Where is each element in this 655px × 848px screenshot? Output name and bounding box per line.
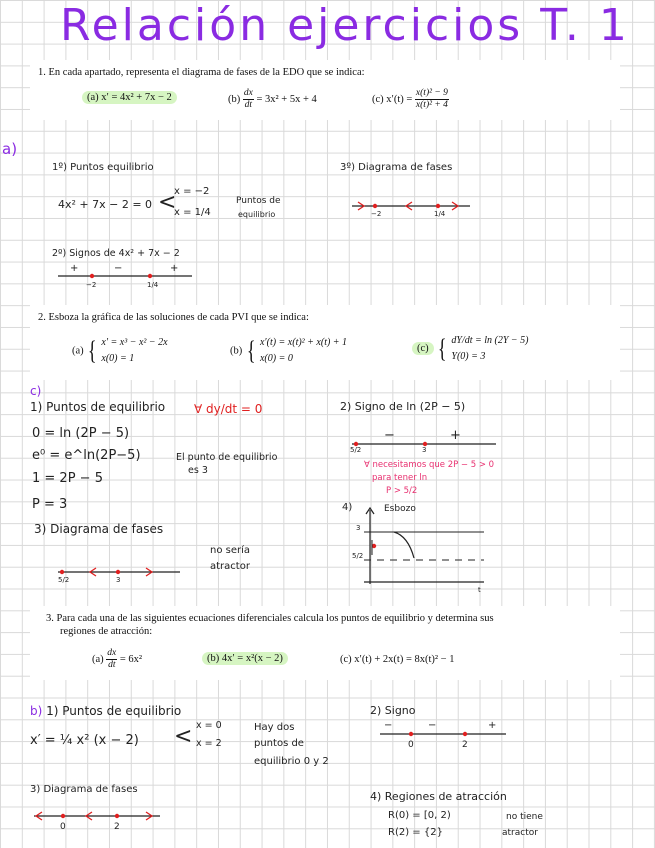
sol-a-root1: x = −2 [174, 186, 210, 197]
sol-c-line3: 1 = 2P − 5 [32, 471, 103, 486]
sol-a-tick-1: −2 [86, 281, 97, 289]
sol-a-sign-line [58, 274, 192, 278]
sol-c-tick-2: 3 [422, 446, 427, 454]
p1-option-a: (a) x′ = 4x² + 7x − 2 [82, 91, 177, 104]
sol-b-tick-1: 0 [408, 740, 414, 750]
sol-b-sign-3: + [488, 720, 497, 731]
sol-a-phase-pt-2: 1/4 [434, 210, 446, 218]
sol-a-note1: Puntos de [236, 196, 281, 206]
sol-c-sketch-label: Esbozo [384, 504, 416, 514]
sol-c-axis-52: 5/2 [352, 552, 364, 560]
sol-b-root1: x = 0 [196, 720, 222, 731]
p1-option-b: (b) $\frac{dx}{dt}$ = 3x² + 5x + 4 [228, 88, 317, 110]
sol-c-axis-t: t [478, 586, 481, 594]
sol-a-sign-3: + [170, 263, 179, 274]
sol-b-step3: 3) Diagrama de fases [30, 784, 138, 795]
sol-c-warning1: ∀ necesitamos que 2P − 5 > 0 [364, 460, 495, 470]
sol-b-branch: < [174, 724, 193, 749]
sol-b-note3: equilibrio 0 y 2 [254, 756, 329, 767]
sol-c-sign-1: − [384, 428, 395, 443]
sol-c-phase-pt-2: 3 [116, 576, 121, 584]
sol-c-phase-pt-1: 5/2 [58, 576, 70, 584]
sol-a-step2: 2º) Signos de 4x² + 7x − 2 [52, 248, 180, 259]
p2-option-c: (c) { dY/dt = ln (2Y − 5) Y(0) = 3 [412, 333, 529, 365]
problem-2-text: 2. Esboza la gráfica de las soluciones de cada PVI que se indica: [38, 312, 309, 323]
sol-a-phase-pt-1: −2 [371, 210, 382, 218]
sol-b-note-attr: atractor [502, 828, 538, 838]
sol-c-nota1: no sería [210, 545, 251, 556]
sol-c-line4: P = 3 [32, 497, 68, 512]
p2-option-a: (a) { x′ = x³ − x² − 2x x(0) = 1 [72, 336, 168, 365]
sol-c-sign-2: + [450, 428, 461, 443]
p1-option-c: (c) x′(t) = $\frac{\text{x(t)² − 9}}{\text{x(t)² + 4}}$ [372, 88, 448, 110]
sol-c-warning3: P > 5/2 [386, 486, 418, 496]
sol-b-region-0: R(0) = [0, 2) [388, 810, 451, 821]
sol-b-step4: 4) Regiones de atracción [370, 790, 507, 803]
sol-c-step1: 1) Puntos de equilibrio [30, 400, 166, 414]
sol-c-line1: 0 = ln (2P − 5) [32, 426, 130, 441]
sol-b-step2: 2) Signo [370, 704, 416, 717]
sol-a-label: a) [2, 140, 18, 158]
sol-a-sign-1: + [70, 263, 79, 274]
sol-a-phase-line [352, 202, 470, 210]
sol-c-nota2: atractor [210, 561, 250, 572]
sol-b-sign-line [380, 732, 506, 736]
sol-b-step1: b) 1) Puntos de equilibrio [30, 704, 182, 718]
problem-3-text-1: 3. Para cada una de las siguientes ecuaciones diferenciales calcula los puntos de equilibrio y determina sus [46, 613, 494, 624]
sol-a-note2: equilibrio [238, 210, 276, 219]
sol-a-sign-2: − [114, 263, 123, 274]
sol-a-tick-2: 1/4 [147, 281, 159, 289]
sol-b-root2: x = 2 [196, 738, 222, 749]
sol-b-note2: puntos de [254, 738, 304, 749]
sol-b-equation: x′ = ¼ x² (x − 2) [30, 733, 139, 748]
sol-b-sign-1: − [384, 720, 393, 731]
sol-b-sign-2: − [428, 720, 437, 731]
p3-option-b: (b) 4x′ = x²(x − 2) [202, 652, 288, 665]
sol-c-sign-line [352, 442, 496, 446]
sol-c-step3: 3) Diagrama de fases [34, 522, 164, 536]
sol-a-root2: x = 1/4 [174, 207, 211, 218]
page-title: Relación ejercicios T. 1 [60, 0, 630, 51]
sol-b-note1: Hay dos [254, 722, 295, 733]
sol-b-phase-pt-1: 0 [60, 822, 66, 832]
problem-1-text: 1. En cada apartado, representa el diagrama de fases de la EDO que se indica: [38, 67, 365, 78]
branch-symbol: < [158, 190, 177, 215]
sol-b-note-no: no tiene [506, 812, 543, 822]
sol-b-phase-pt-2: 2 [114, 822, 120, 832]
sol-c-step2: 2) Signo de ln (2P − 5) [340, 400, 466, 413]
problem-3-text-2: regiones de atracción: [60, 626, 153, 637]
p3-option-c: (c) x′(t) + 2x(t) = 8x(t)² − 1 [340, 654, 455, 665]
sol-c-tick-1: 5/2 [350, 446, 362, 454]
sol-c-condition: ∀ dy/dt = 0 [194, 402, 263, 416]
sol-c-axis-3: 3 [356, 524, 361, 532]
sol-b-phase-line [34, 812, 160, 820]
sol-c-label: c) [30, 384, 42, 398]
sol-a-step1: 1º) Puntos equilibrio [52, 162, 154, 173]
sol-c-step4: 4) [342, 502, 353, 513]
sol-c-phase-line [58, 568, 180, 576]
sol-a-step3: 3º) Diagrama de fases [340, 162, 453, 173]
sol-c-sketch [364, 508, 484, 584]
sol-c-warning2: para tener ln [372, 473, 428, 483]
sol-b-tick-2: 2 [462, 740, 468, 750]
sol-b-region-2: R(2) = {2} [388, 827, 443, 838]
sol-c-note2: es 3 [188, 465, 208, 476]
sol-c-note1: El punto de equilibrio [176, 452, 278, 463]
sol-a-equation: 4x² + 7x − 2 = 0 [58, 198, 153, 211]
p3-option-a: (a) $\frac{dx}{dt}$ = 6x² [92, 648, 143, 670]
sol-c-line2: e⁰ = e^ln(2P−5) [32, 448, 141, 463]
p2-option-b: (b) { x′(t) = x(t)² + x(t) + 1 x(0) = 0 [230, 336, 348, 365]
